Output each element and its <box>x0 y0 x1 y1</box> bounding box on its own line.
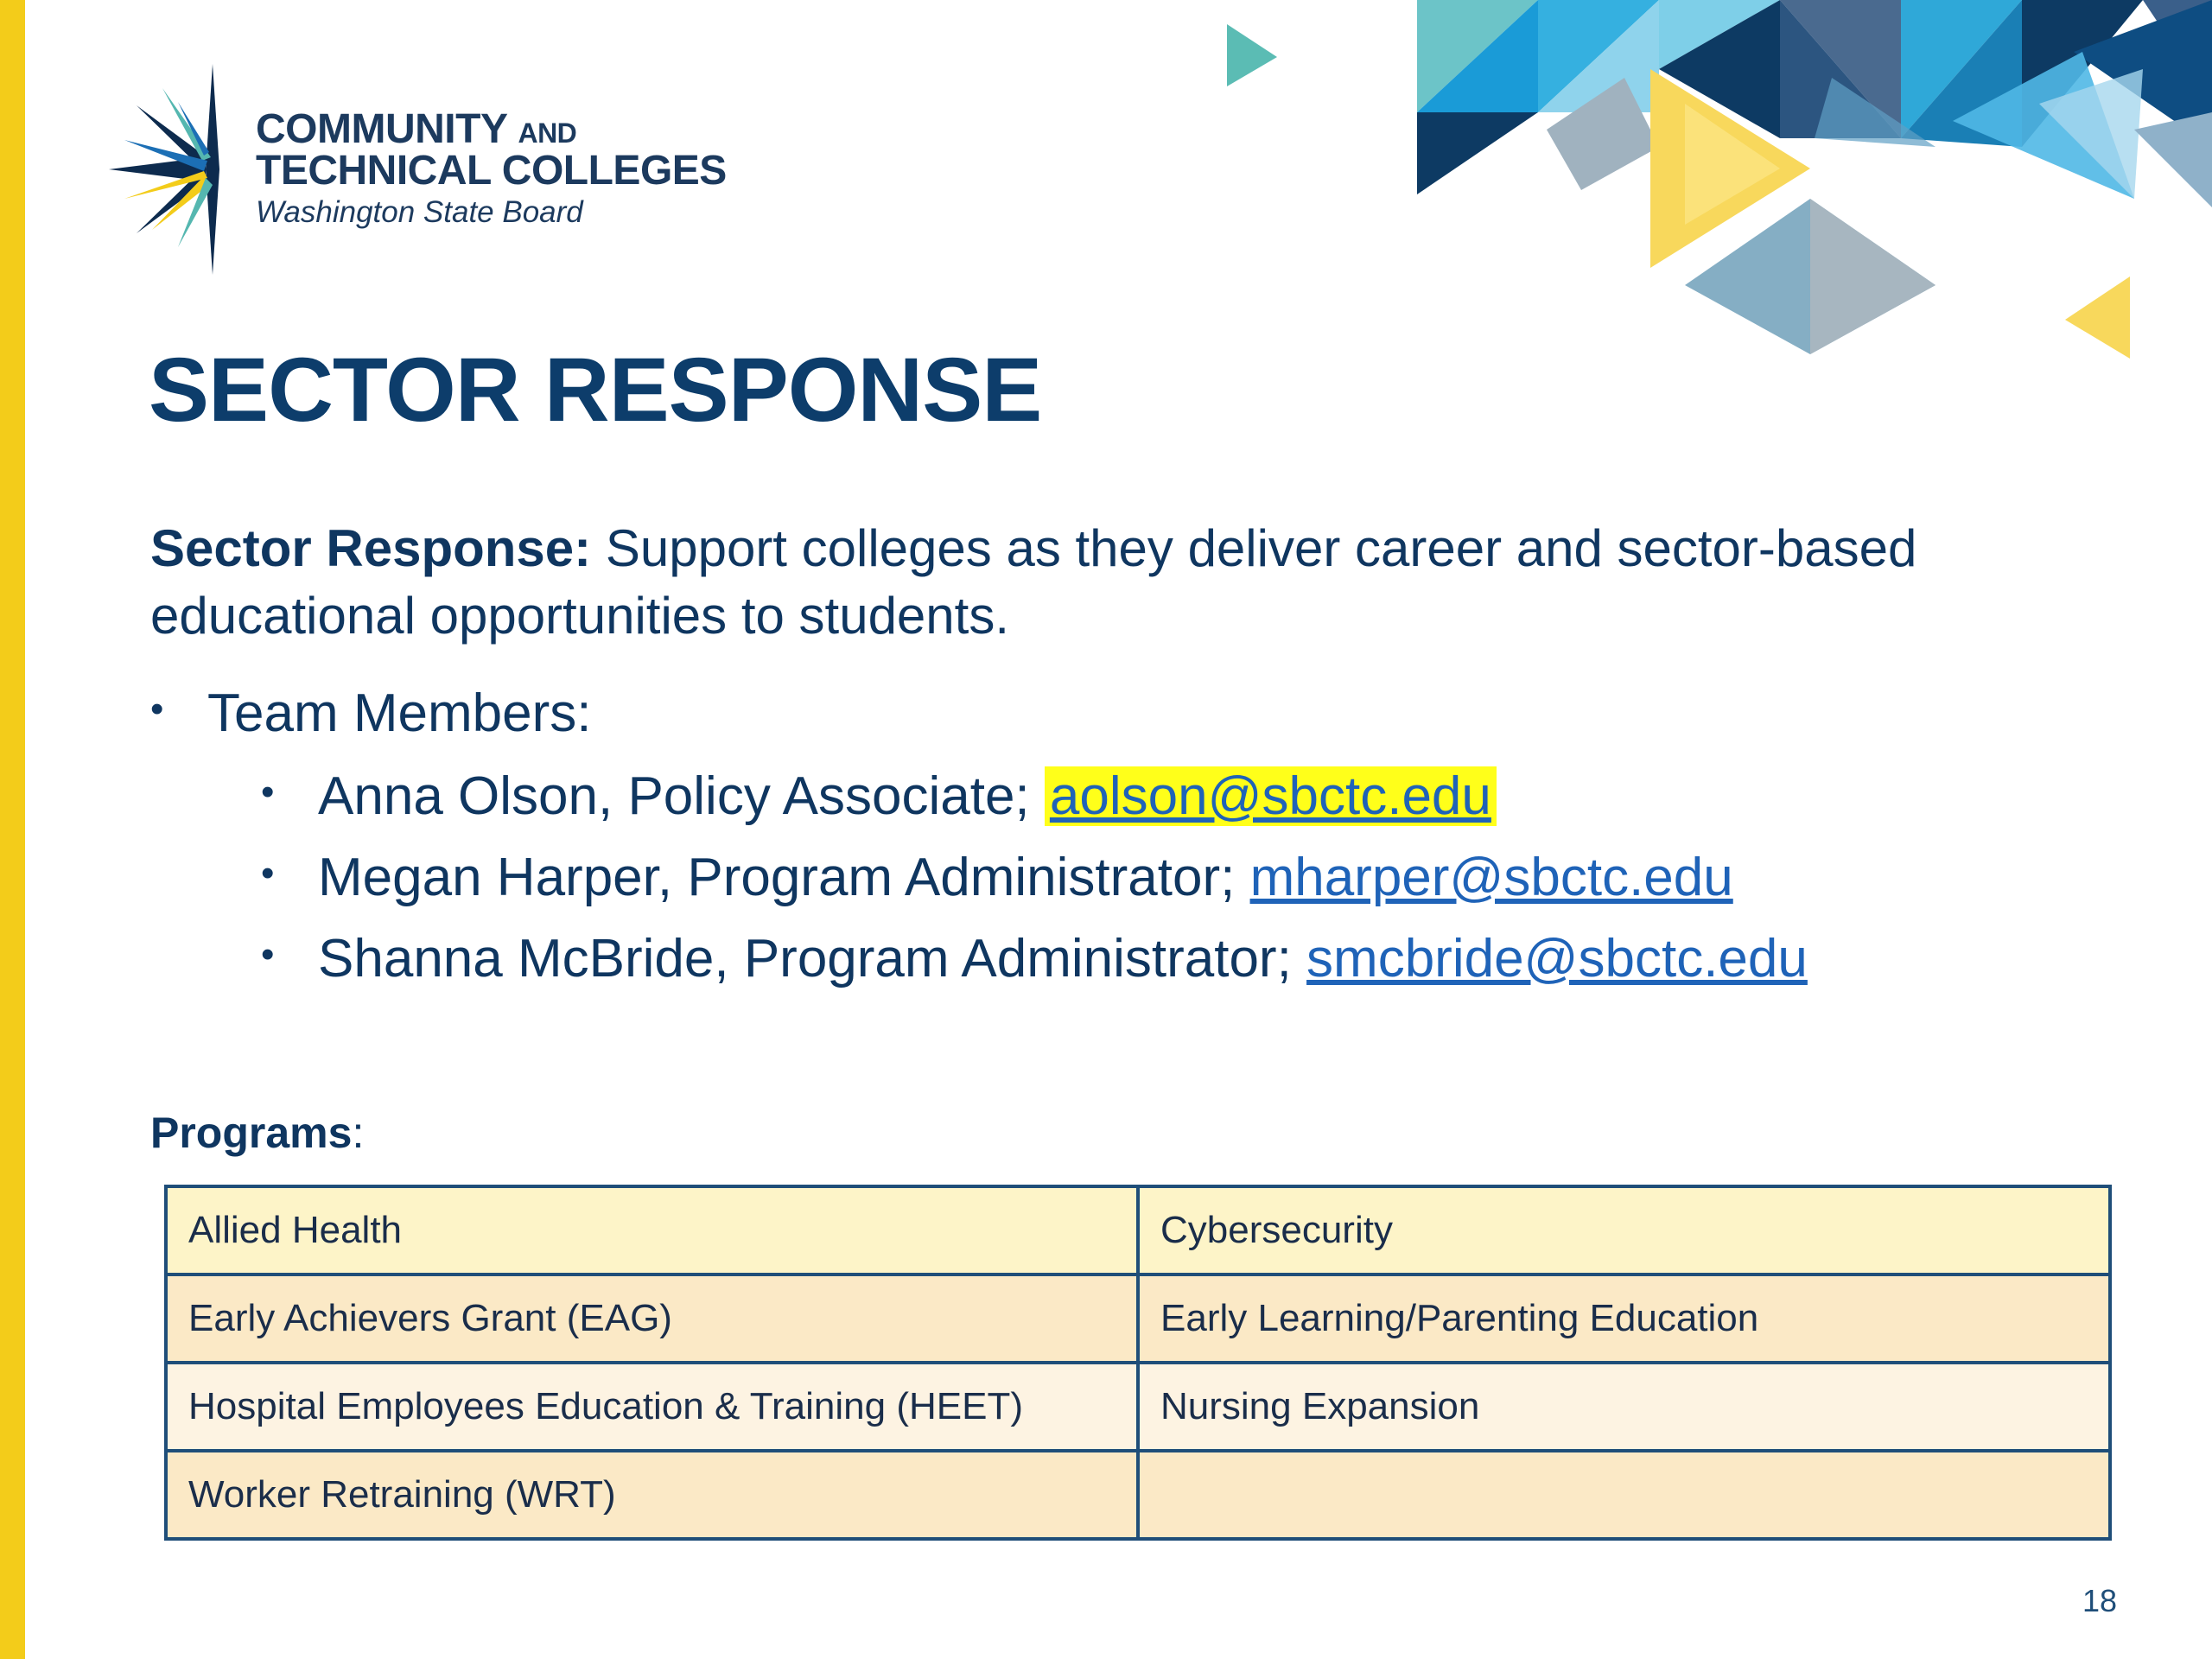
decorative-triangles <box>1175 0 2212 363</box>
team-member-item <box>261 766 1497 827</box>
table-cell: Cybersecurity <box>1138 1186 2110 1274</box>
logo-text-line2: TECHNICAL COLLEGES <box>256 148 727 194</box>
table-cell: Allied Health <box>166 1186 1138 1274</box>
table-row <box>166 1274 2110 1363</box>
team-member-item <box>261 928 1808 989</box>
page-number: 18 <box>2082 1583 2118 1618</box>
bullet-icon: • <box>261 852 275 894</box>
bullet-icon: • <box>261 933 275 976</box>
lead-paragraph <box>150 515 2120 650</box>
logo-text-line3: Washington State Board <box>256 195 583 229</box>
team-member-text: Anna Olson, Policy Associate; <box>318 766 1045 826</box>
table-cell: Hospital Employees Education & Training (HEET) <box>166 1363 1138 1451</box>
email-link[interactable]: smcbride@sbctc.edu <box>1306 929 1808 988</box>
logo-text-line1: COMMUNITY AND <box>256 106 577 152</box>
team-member-text: Megan Harper, Program Administrator; <box>318 848 1250 907</box>
table-cell: Worker Retraining (WRT) <box>166 1451 1138 1539</box>
lead-text: Support colleges as they deliver career and sector-based educational opportunities to students. <box>150 519 1917 645</box>
left-accent-bar <box>0 0 25 1659</box>
table-cell <box>1138 1451 2110 1539</box>
programs-label: Programs: <box>150 1109 365 1157</box>
table-row <box>166 1186 2110 1274</box>
table-cell: Early Achievers Grant (EAG) <box>166 1274 1138 1363</box>
email-link[interactable]: aolson@sbctc.edu <box>1045 766 1497 826</box>
team-members-heading: Team Members: <box>207 683 592 743</box>
slide-title: SECTOR RESPONSE <box>149 340 1042 441</box>
team-member-item <box>261 847 1733 908</box>
table-cell: Early Learning/Parenting Education <box>1138 1274 2110 1363</box>
table-cell: Nursing Expansion <box>1138 1363 2110 1451</box>
team-members-bullet <box>150 683 591 744</box>
programs-table <box>164 1185 2112 1541</box>
team-member-text: Shanna McBride, Program Administrator; <box>318 929 1307 988</box>
starburst-logo-icon <box>102 57 232 282</box>
sbctc-logo <box>102 57 759 290</box>
table-row <box>166 1363 2110 1451</box>
lead-label: Sector Response: <box>150 519 592 577</box>
table-row <box>166 1451 2110 1539</box>
bullet-icon: • <box>150 688 164 730</box>
bullet-icon: • <box>261 771 275 813</box>
email-link[interactable]: mharper@sbctc.edu <box>1249 848 1733 907</box>
